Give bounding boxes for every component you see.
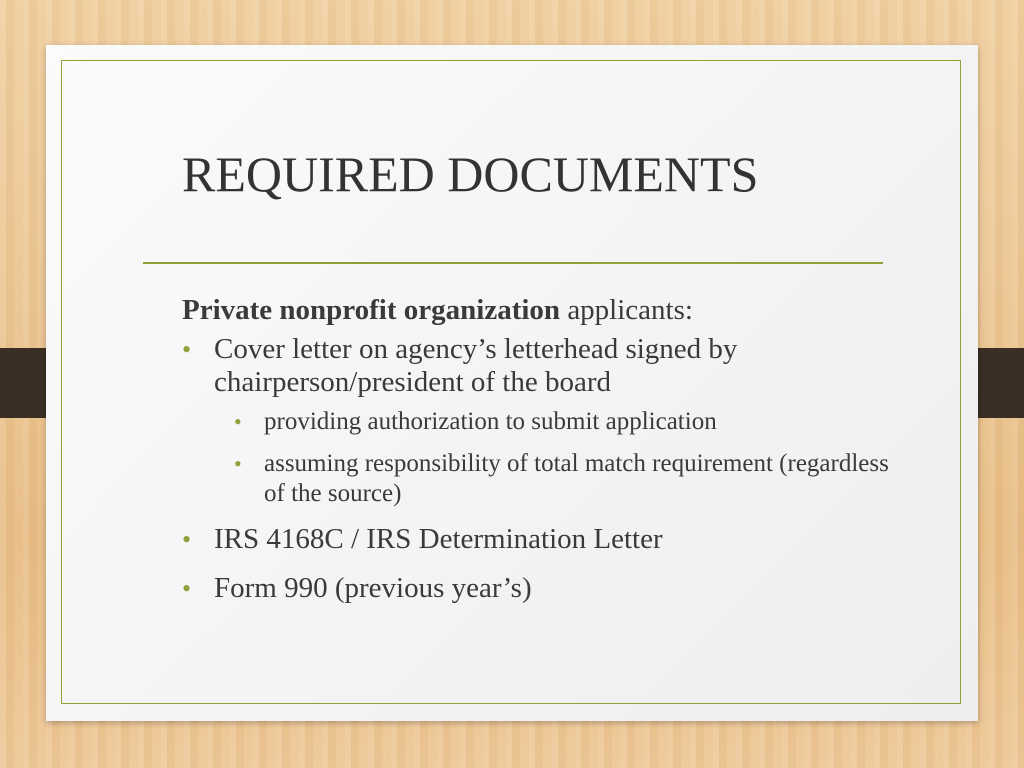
- sub-bullet-list: [214, 407, 902, 509]
- sub-list-item: [214, 449, 902, 509]
- slide-body: [182, 293, 902, 619]
- bullet-icon: •: [182, 525, 192, 554]
- bullet-icon: •: [182, 335, 192, 364]
- bullet-text: Cover letter on agency’s letterhead signed by chairperson/president of the board: [214, 333, 738, 398]
- list-item: [182, 572, 902, 605]
- intro-bold: Private nonprofit organization: [182, 294, 561, 326]
- intro-rest: applicants:: [560, 294, 693, 326]
- intro-line: [182, 293, 902, 327]
- list-item: [182, 333, 902, 509]
- bullet-icon: •: [234, 451, 242, 476]
- bullet-text: Form 990 (previous year’s): [214, 572, 532, 604]
- title-divider: [143, 262, 883, 264]
- slide-card: [46, 45, 978, 721]
- bullet-icon: •: [182, 574, 192, 603]
- sub-bullet-text: assuming responsibility of total match requirement (regardless of the source): [264, 450, 889, 507]
- list-item: [182, 523, 902, 556]
- bullet-list: [182, 333, 902, 605]
- sub-bullet-text: providing authorization to submit application: [264, 408, 717, 435]
- sub-list-item: [214, 407, 902, 437]
- slide-title: REQUIRED DOCUMENTS: [182, 146, 759, 202]
- bullet-icon: •: [234, 409, 242, 434]
- bullet-text: IRS 4168C / IRS Determination Letter: [214, 523, 663, 555]
